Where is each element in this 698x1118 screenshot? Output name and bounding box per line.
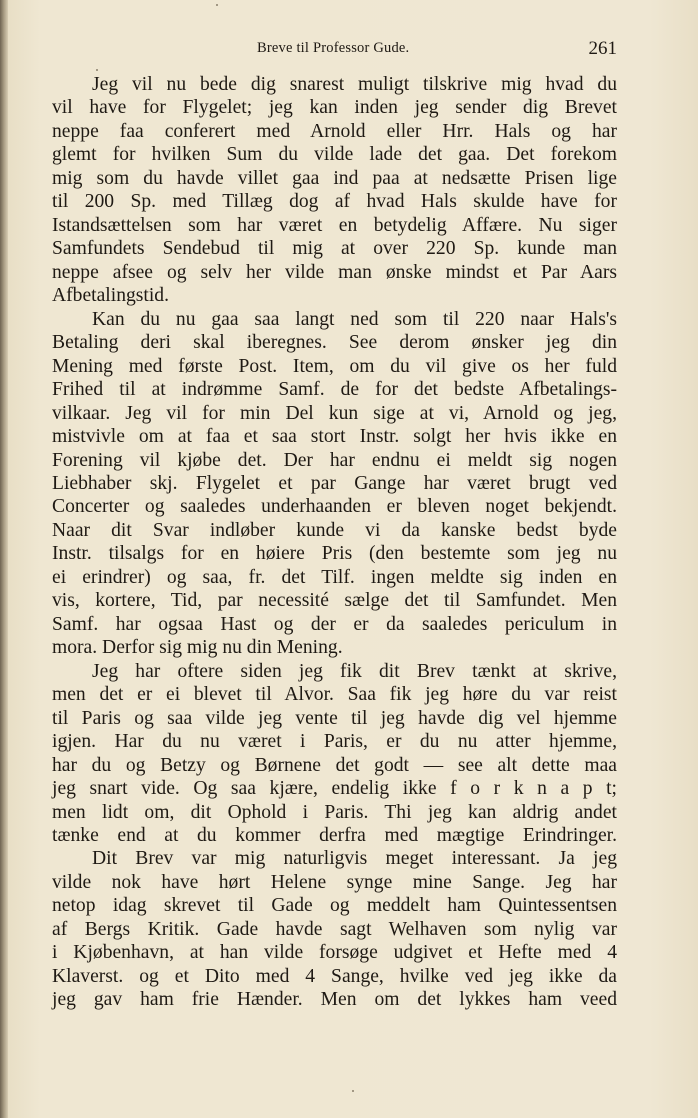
text-line: neppe afsee og selv her vilde man ønske mindst et Par Aars [52, 261, 617, 283]
text-line: Concerter og saaledes underhaanden er bleven noget bekjendt. [52, 496, 617, 518]
page-number: 261 [588, 38, 617, 59]
text-line: tænke end at du kommer derfra med mægtige Erindringer. [52, 825, 617, 846]
text-line: vil have for Flygelet; jeg kan inden jeg sender dig Brevet [52, 97, 617, 119]
text-line: Jeg har oftere siden jeg fik dit Brev tænkt at skrive, [92, 660, 617, 682]
book-spine-shadow [0, 0, 8, 1118]
paper-speck [216, 4, 218, 6]
text-line: Frihed til at indrømme Samf. de for det bedste Afbetalings- [52, 379, 617, 401]
text-line: Kan du nu gaa saa langt ned som til 220 naar Hals's [92, 308, 617, 330]
text-line: af Bergs Kritik. Gade havde sagt Welhaven som nylig var [52, 918, 617, 940]
text-line: men lidt om, dit Ophold i Paris. Thi jeg kan aldrig andet [52, 801, 617, 823]
text-line: Jeg vil nu bede dig snarest muligt tilskrive mig hvad du [92, 74, 617, 95]
text-line: jeg snart vide. Og saa kjære, endelig ikke f o r k n a p t; [52, 778, 617, 800]
text-line: mig som du havde villet gaa ind paa at nedsætte Prisen lige [52, 167, 617, 189]
text-line: til 200 Sp. med Tillæg dog af hvad Hals skulde have for [52, 191, 617, 213]
text-line: Samfundets Sendebud til mig at over 220 Sp. kunde man [52, 238, 617, 260]
text-line: i Kjøbenhavn, at han vilde forsøge udgivet et Hefte med 4 [52, 942, 617, 964]
text-line: Naar dit Svar indløber kunde vi da kanske bedst byde [52, 519, 617, 541]
running-title: Breve til Professor Gude. [257, 40, 410, 56]
text-line: men det er ei blevet til Alvor. Saa fik jeg høre du var reist [52, 684, 617, 706]
text-line: Dit Brev var mig naturligvis meget interessant. Ja jeg [92, 848, 617, 870]
text-line: vilde nok have hørt Helene synge mine Sange. Jeg har [52, 871, 617, 893]
paper-speck [96, 69, 98, 71]
text-line: Samf. har ogsaa Hast og der er da saaledes periculum in [52, 613, 617, 635]
text-line: vis, kortere, Tid, par necessité sælge det til Samfundet. Men [52, 590, 617, 612]
text-line: jeg gav ham frie Hænder. Men om det lykkes ham veed [52, 989, 617, 1011]
letter-text [52, 73, 617, 1012]
text-line: neppe faa conferert med Arnold eller Hrr. Hals og har [52, 120, 617, 142]
text-line: Forening vil kjøbe det. Der har endnu ei meldt sig nogen [52, 449, 617, 471]
text-line: Liebhaber skj. Flygelet et par Gange har været brugt ved [52, 472, 617, 494]
text-line: Betaling deri skal iberegnes. See derom ønsker jeg din [52, 332, 617, 354]
text-line: igjen. Har du nu været i Paris, er du nu atter hjemme, [52, 731, 617, 753]
text-line: Klaverst. og et Dito med 4 Sange, hvilke ved jeg ikke da [52, 965, 617, 987]
text-line: vilkaar. Jeg vil for min Del kun sige at vi, Arnold og jeg, [52, 402, 617, 424]
text-line: mistvivle om at faa et saa stort Instr. solgt her hvis ikke en [52, 426, 617, 448]
text-line: Mening med første Post. Item, om du vil give os her fuld [52, 355, 617, 377]
page-header [52, 38, 617, 64]
text-line: Instr. tilsalgs for en høiere Pris (den bestemte som jeg nu [52, 543, 617, 565]
text-line: Istandsættelsen som har været en betydelig Affære. Nu siger [52, 214, 617, 236]
text-line: til Paris og saa vilde jeg vente til jeg havde dig vel hjemme [52, 707, 617, 729]
text-line: ei erindrer) og saa, fr. det Tilf. ingen meldte sig inden en [52, 566, 617, 588]
text-line: netop idag skrevet til Gade og meddelt ham Quintessentsen [52, 895, 617, 917]
text-line: mora. Derfor sig mig nu din Mening. [52, 637, 343, 659]
paper-speck [352, 1090, 354, 1092]
text-line: Afbetalingstid. [52, 285, 169, 307]
text-line: har du og Betzy og Børnene det godt — see alt dette maa [52, 754, 617, 776]
text-line: glemt for hvilken Sum du vilde lade det gaa. Det forekom [52, 144, 617, 166]
